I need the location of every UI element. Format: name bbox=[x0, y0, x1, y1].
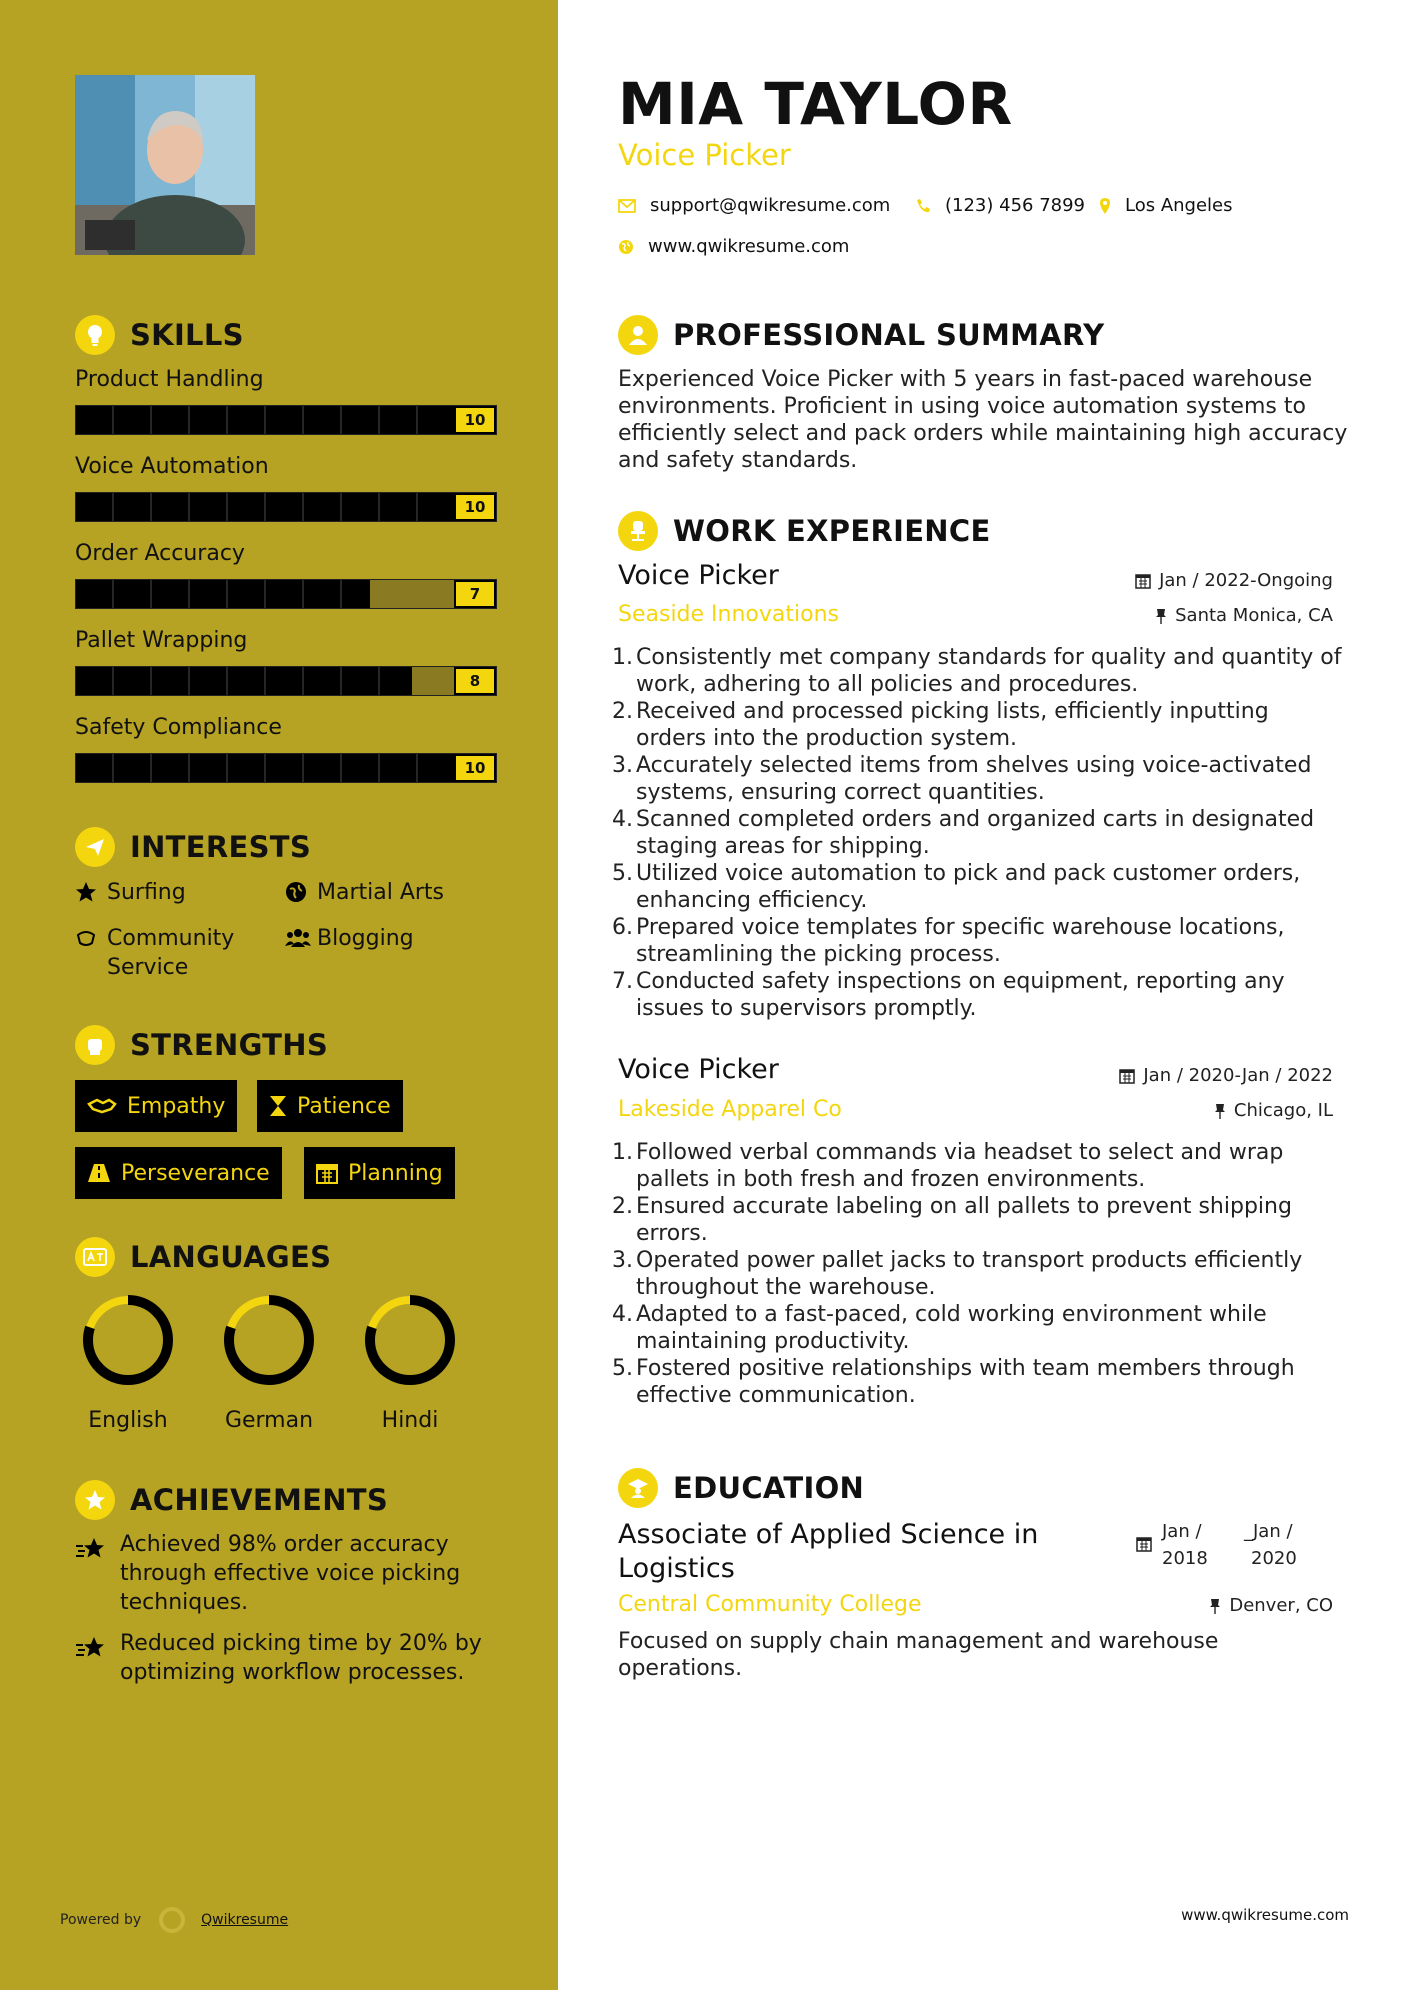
experience-header bbox=[618, 511, 991, 551]
skill-bar-fill bbox=[76, 406, 496, 434]
skill-score: 7 bbox=[454, 580, 496, 608]
star-badge-icon bbox=[75, 1480, 115, 1520]
experience-title: WORK EXPERIENCE bbox=[673, 514, 991, 548]
strength-label: Perseverance bbox=[121, 1160, 270, 1186]
pushpin-icon bbox=[1214, 1103, 1226, 1119]
skill-score: 10 bbox=[454, 406, 496, 434]
skill-bar bbox=[75, 405, 497, 435]
job-dates bbox=[1135, 570, 1333, 591]
education-end bbox=[1244, 1518, 1297, 1572]
interest-label: Martial Arts bbox=[317, 880, 445, 905]
strengths-header bbox=[75, 1025, 328, 1065]
candidate-name: MIA TAYLOR bbox=[618, 70, 1013, 138]
contact-phone[interactable] bbox=[915, 195, 1085, 216]
skill-bar bbox=[75, 753, 497, 783]
calendar-icon bbox=[1135, 573, 1151, 589]
email-text: support@qwikresume.com bbox=[650, 195, 891, 216]
hourglass-icon bbox=[269, 1095, 287, 1117]
strength-label: Planning bbox=[348, 1160, 443, 1186]
envelope-icon bbox=[618, 199, 636, 213]
duty-item: 3. Accurately selected items from shelves using voice-activated systems, ensuring correct quantities. bbox=[612, 753, 1312, 805]
education-start-month: Jan / bbox=[1162, 1521, 1202, 1542]
education-start-year: 2018 bbox=[1162, 1548, 1208, 1569]
strength-badge bbox=[75, 1147, 282, 1199]
qwikresume-logo-icon bbox=[157, 1905, 187, 1935]
language-label: Hindi bbox=[381, 1408, 439, 1433]
skills-title: SKILLS bbox=[130, 318, 244, 352]
duty-item: 1. Consistently met company standards for quality and quantity of work, adhering to all policies and procedures. bbox=[612, 645, 1342, 697]
users-icon bbox=[285, 927, 317, 957]
language-ring bbox=[221, 1292, 317, 1388]
skills-header bbox=[75, 315, 244, 355]
language-ring bbox=[80, 1292, 176, 1388]
skill-bar-fill bbox=[76, 493, 496, 521]
profile-photo bbox=[75, 75, 255, 255]
road-icon bbox=[87, 1163, 111, 1183]
language-label: English bbox=[88, 1408, 168, 1433]
strength-label: Patience bbox=[297, 1093, 391, 1119]
duty-item: 3. Operated power pallet jacks to transport products efficiently throughout the warehouse. bbox=[612, 1248, 1303, 1300]
hands-icon bbox=[75, 927, 107, 957]
job-dates bbox=[1119, 1065, 1333, 1086]
education-title: EDUCATION bbox=[673, 1471, 865, 1505]
duty-item: 4. Adapted to a fast-paced, cold working environment while maintaining productivity. bbox=[612, 1302, 1267, 1354]
achievements-header bbox=[75, 1480, 388, 1520]
job-duties bbox=[612, 1139, 1343, 1409]
job-location-text: Chicago, IL bbox=[1233, 1100, 1333, 1121]
office-chair-icon bbox=[618, 511, 658, 551]
duty-item: 1. Followed verbal commands via headset to select and wrap pallets in both fresh and frozen environments. bbox=[612, 1140, 1284, 1192]
skill-score: 10 bbox=[454, 493, 496, 521]
skill-score: 8 bbox=[454, 667, 496, 695]
summary-header bbox=[618, 315, 1104, 355]
interest-item bbox=[75, 878, 186, 911]
skill-label: Product Handling bbox=[75, 367, 264, 392]
job-dates-text: Jan / 2020-Jan / 2022 bbox=[1143, 1065, 1333, 1086]
interests-header bbox=[75, 827, 311, 867]
achievement-text: Reduced picking time by 20% by optimizing workflow processes. bbox=[120, 1631, 482, 1685]
job-title: Voice Picker bbox=[618, 560, 779, 591]
user-icon bbox=[618, 315, 658, 355]
skill-bar bbox=[75, 579, 497, 609]
strength-badge bbox=[75, 1080, 237, 1132]
shooting-star-icon bbox=[75, 1536, 120, 1617]
language-ring bbox=[362, 1292, 458, 1388]
graduate-icon bbox=[618, 1468, 658, 1508]
summary-title: PROFESSIONAL SUMMARY bbox=[673, 318, 1105, 352]
language-label: German bbox=[224, 1408, 314, 1433]
star-icon bbox=[75, 881, 107, 911]
candidate-role: Voice Picker bbox=[618, 138, 791, 172]
education-degree: Associate of Applied Science in Logistics bbox=[618, 1519, 1039, 1584]
job-title: Voice Picker bbox=[618, 1054, 779, 1085]
duty-item: 2. Received and processed picking lists, efficiently inputting orders into the production system. bbox=[612, 699, 1269, 751]
achievement-item bbox=[75, 1530, 495, 1617]
skill-bar bbox=[75, 492, 497, 522]
education-location bbox=[1209, 1595, 1333, 1616]
strength-badge bbox=[304, 1147, 455, 1199]
duty-item: 4. Scanned completed orders and organized carts in designated staging areas for shipping. bbox=[612, 807, 1315, 859]
qwikresume-link[interactable]: Qwikresume bbox=[201, 1912, 289, 1928]
achievement-item bbox=[75, 1629, 495, 1687]
duty-item: 6. Prepared voice templates for specific warehouse locations, streamlining the picking process. bbox=[612, 915, 1285, 967]
skill-score: 10 bbox=[454, 754, 496, 782]
phone-text: (123) 456 7899 bbox=[945, 195, 1086, 216]
education-end-year: 2020 bbox=[1251, 1548, 1297, 1569]
fist-icon bbox=[75, 1025, 115, 1065]
education-end-month-text: Jan / bbox=[1253, 1521, 1293, 1542]
skill-label: Order Accuracy bbox=[75, 541, 245, 566]
language-icon bbox=[75, 1237, 115, 1277]
pushpin-icon bbox=[1155, 608, 1167, 624]
contact-email[interactable] bbox=[618, 195, 890, 216]
powered-by-label: Powered by bbox=[60, 1912, 142, 1928]
interest-item bbox=[285, 878, 444, 911]
duty-item: 2. Ensured accurate labeling on all pallets to prevent shipping errors. bbox=[612, 1194, 1292, 1246]
job-location bbox=[1214, 1100, 1333, 1121]
pushpin-icon bbox=[1209, 1598, 1221, 1614]
duty-item: 7. Conducted safety inspections on equipment, reporting any issues to supervisors promptly. bbox=[612, 969, 1285, 1021]
strength-label: Empathy bbox=[127, 1093, 226, 1119]
shooting-star-icon bbox=[75, 1635, 120, 1687]
job-company: Lakeside Apparel Co bbox=[618, 1097, 842, 1122]
interest-label: Blogging bbox=[317, 926, 414, 951]
job-dates-text: Jan / 2022-Ongoing bbox=[1159, 570, 1333, 591]
location-text: Los Angeles bbox=[1125, 195, 1233, 216]
website-text: www.qwikresume.com bbox=[648, 236, 850, 257]
education-end-month bbox=[1244, 1518, 1297, 1545]
job-location bbox=[1155, 605, 1333, 626]
contact-website[interactable] bbox=[618, 236, 849, 257]
interest-label: Surfing bbox=[107, 880, 186, 905]
interest-label: Community Service bbox=[107, 926, 235, 980]
interest-item bbox=[75, 924, 265, 982]
strengths-title: STRENGTHS bbox=[130, 1028, 329, 1062]
contact-location bbox=[1099, 195, 1233, 216]
education-start bbox=[1162, 1518, 1208, 1572]
job-company: Seaside Innovations bbox=[618, 602, 839, 627]
paper-plane-icon bbox=[75, 827, 115, 867]
map-pin-icon bbox=[1099, 197, 1111, 215]
achievements-title: ACHIEVEMENTS bbox=[130, 1483, 389, 1517]
globe-icon bbox=[618, 239, 634, 255]
duty-item: 5. Utilized voice automation to pick and pack customer orders, enhancing efficiency. bbox=[612, 861, 1301, 913]
education-header bbox=[618, 1468, 864, 1508]
globe-icon bbox=[285, 881, 317, 911]
footer-url[interactable]: www.qwikresume.com bbox=[1181, 1906, 1349, 1924]
achievement-text: Achieved 98% order accuracy through effective voice picking techniques. bbox=[120, 1532, 461, 1615]
skill-label: Pallet Wrapping bbox=[75, 628, 248, 653]
interest-item bbox=[285, 924, 414, 957]
education-school: Central Community College bbox=[618, 1592, 922, 1617]
date-dash: _ bbox=[1244, 1521, 1253, 1542]
strength-badge bbox=[257, 1080, 403, 1132]
summary-text: Experienced Voice Picker with 5 years in fast-paced warehouse environments. Proficient in using voice automation systems to efficiently select and pack orders while maintaining high accuracy and safety standards. bbox=[618, 367, 1348, 473]
lightbulb-icon bbox=[75, 315, 115, 355]
job-location-text: Santa Monica, CA bbox=[1175, 605, 1333, 626]
skill-label: Voice Automation bbox=[75, 454, 269, 479]
calendar-icon bbox=[1119, 1068, 1135, 1084]
powered-by bbox=[60, 1905, 288, 1935]
calendar-icon bbox=[316, 1162, 338, 1184]
job-duties bbox=[612, 644, 1343, 1022]
languages-header bbox=[75, 1237, 331, 1277]
languages-title: LANGUAGES bbox=[130, 1240, 332, 1274]
skill-bar-fill bbox=[76, 667, 412, 695]
interests-title: INTERESTS bbox=[130, 830, 312, 864]
handshake-icon bbox=[87, 1096, 117, 1116]
calendar-icon bbox=[1136, 1536, 1152, 1552]
education-location-text: Denver, CO bbox=[1229, 1595, 1333, 1616]
education-description: Focused on supply chain management and warehouse operations. bbox=[618, 1629, 1219, 1681]
sidebar bbox=[0, 0, 558, 1990]
skill-bar bbox=[75, 666, 497, 696]
phone-icon bbox=[915, 198, 931, 214]
duty-item: 5. Fostered positive relationships with team members through effective communication. bbox=[612, 1356, 1295, 1408]
skill-bar-fill bbox=[76, 580, 370, 608]
skill-label: Safety Compliance bbox=[75, 715, 282, 740]
skill-bar-fill bbox=[76, 754, 496, 782]
